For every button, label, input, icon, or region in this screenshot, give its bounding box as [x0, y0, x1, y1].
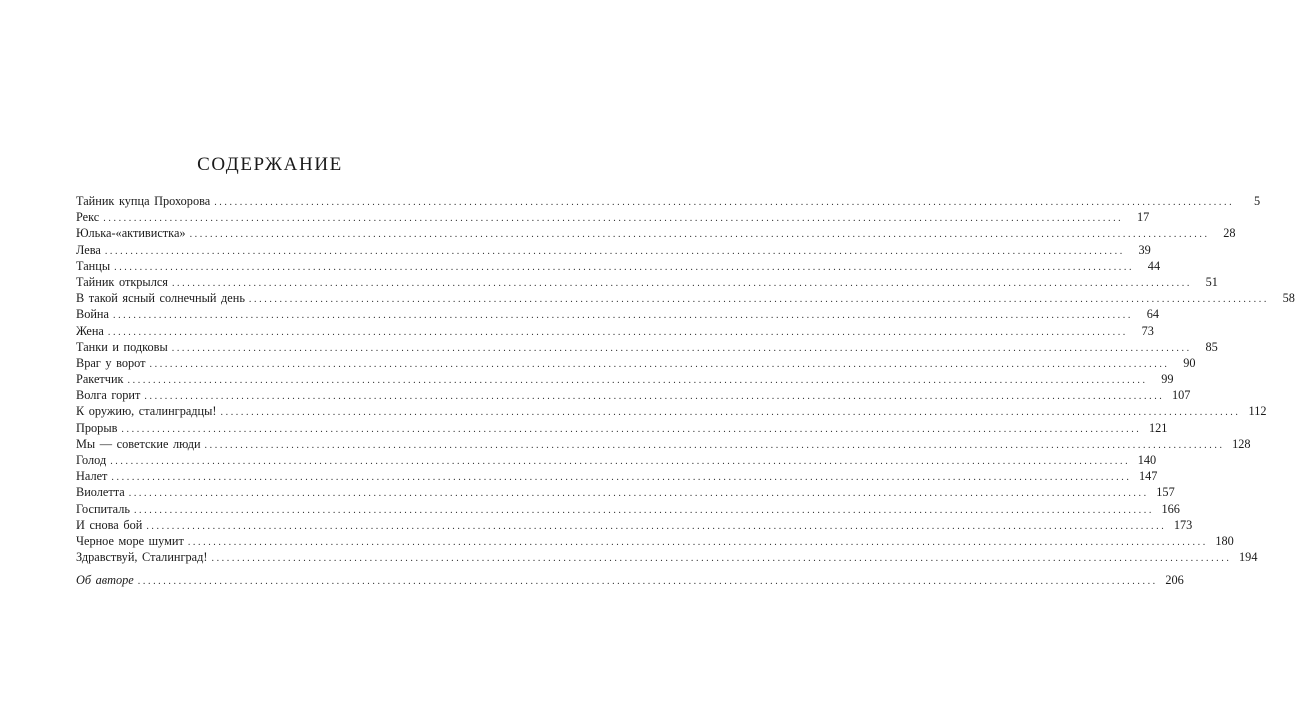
toc-entry-page: 99	[1161, 372, 1174, 387]
toc-entry-page: 73	[1141, 323, 1154, 338]
toc-entry-title: Жена	[76, 323, 104, 338]
toc-entry	[76, 225, 1236, 241]
toc-entry-page: 107	[1171, 388, 1191, 403]
page-title: СОДЕРЖАНИЕ	[197, 154, 343, 175]
dot-leader: ........................................................................................................................................................................................................	[137, 576, 1158, 588]
toc-entry	[76, 517, 1193, 533]
toc-entry-page: 51	[1205, 274, 1218, 289]
toc-entry	[76, 371, 1174, 387]
toc-entry-about-author	[76, 572, 1184, 588]
dot-leader: ........................................................................................................................................................................................................	[149, 358, 1170, 370]
dot-leader: ........................................................................................................................................................................................................	[121, 423, 1142, 435]
toc-entry-page: 85	[1205, 339, 1218, 354]
dot-leader: ........................................................................................................................................................................................................	[211, 553, 1232, 565]
toc-entry	[76, 355, 1196, 371]
toc-entry	[76, 258, 1161, 274]
dot-leader: ........................................................................................................................................................................................................	[114, 261, 1135, 273]
toc-entry-title: Враг у ворот	[76, 355, 146, 370]
toc-entry-title: Лева	[76, 242, 101, 257]
toc-entry	[76, 290, 1295, 306]
toc-entry-title: В такой ясный солнечный день	[76, 291, 245, 306]
toc-entry-title: Волга горит	[76, 388, 141, 403]
toc-entry-page: 206	[1165, 573, 1184, 588]
toc-entry-title: Виолетта	[76, 485, 125, 500]
dot-leader: ........................................................................................................................................................................................................	[107, 326, 1128, 338]
toc-entry-page: 90	[1183, 355, 1196, 370]
toc-entry-title: Прорыв	[76, 420, 118, 435]
dot-leader: ........................................................................................................................................................................................................	[204, 439, 1225, 451]
toc-entry-title: Госпиталь	[76, 501, 130, 516]
dot-leader: ........................................................................................................................................................................................................	[133, 504, 1154, 516]
toc-entry-page: 64	[1146, 307, 1159, 322]
toc-entry	[76, 501, 1180, 517]
dot-leader: ........................................................................................................................................................................................................	[144, 391, 1165, 403]
toc-entry-page: 17	[1136, 210, 1150, 225]
dot-leader: ........................................................................................................................................................................................................	[171, 342, 1192, 354]
toc-entry-title: Здравствуй, Сталинград!	[76, 550, 208, 565]
toc-entry	[76, 533, 1234, 549]
toc-entry	[76, 436, 1251, 452]
toc-entry-title: Тайник открылся	[76, 274, 168, 289]
toc-entry-title: Юлька-«активистка»	[76, 226, 186, 241]
dot-leader: ........................................................................................................................................................................................................	[214, 197, 1235, 208]
toc-entry-page: 194	[1239, 550, 1258, 565]
dot-leader: ........................................................................................................................................................................................................	[220, 407, 1241, 419]
toc-entry	[76, 193, 1261, 209]
toc-entry	[76, 484, 1175, 500]
toc-entry-page: 166	[1161, 501, 1180, 516]
toc-entry-page: 157	[1156, 485, 1175, 500]
toc-entry-title: Голод	[76, 453, 107, 467]
toc-entry-page: 28	[1223, 226, 1236, 241]
dot-leader: ........................................................................................................................................................................................................	[111, 472, 1132, 484]
toc-entry-page: 44	[1147, 258, 1161, 273]
toc-entry-title: Война	[76, 307, 109, 322]
toc-entry-title: Рекс	[76, 210, 100, 225]
toc-entry-title: И снова бой	[76, 517, 143, 532]
toc-entry	[76, 420, 1168, 436]
toc-entry	[76, 549, 1258, 565]
toc-entry	[76, 209, 1150, 225]
toc-entry-title: Мы — советские люди	[76, 436, 201, 451]
toc-entry-page: 121	[1148, 420, 1168, 435]
toc-entry-page: 5	[1254, 194, 1261, 208]
toc-entry-page: 173	[1173, 517, 1193, 532]
dot-leader: ........................................................................................................................................................................................................	[127, 375, 1148, 387]
dot-leader: ........................................................................................................................................................................................................	[110, 456, 1131, 467]
toc-entry-title: Тайник купца Прохорова	[76, 194, 211, 208]
toc-entry-page: 58	[1282, 291, 1295, 306]
toc-entry-page: 147	[1138, 469, 1158, 484]
toc-entry-page: 112	[1248, 404, 1267, 419]
toc-entry	[76, 339, 1218, 355]
toc-entry-title: Об авторе	[76, 573, 134, 588]
toc-entry	[76, 323, 1154, 339]
toc-entry-page: 180	[1215, 533, 1234, 548]
dot-leader: ........................................................................................................................................................................................................	[171, 277, 1192, 289]
toc-entry	[76, 468, 1158, 484]
toc-entry	[76, 452, 1157, 468]
toc-entry	[76, 387, 1191, 403]
toc-entry	[76, 274, 1218, 290]
dot-leader: ........................................................................................................................................................................................................	[248, 294, 1269, 306]
toc-entry	[76, 242, 1151, 258]
dot-leader: ........................................................................................................................................................................................................	[103, 213, 1124, 225]
toc-entry	[76, 403, 1267, 419]
toc-entry-title: Танки и подковы	[76, 339, 168, 354]
toc-entry-page: 39	[1138, 242, 1151, 257]
dot-leader: ........................................................................................................................................................................................................	[128, 488, 1149, 500]
dot-leader: ........................................................................................................................................................................................................	[189, 229, 1210, 241]
table-of-contents	[76, 193, 1295, 589]
dot-leader: ........................................................................................................................................................................................................	[112, 310, 1133, 322]
toc-entry-title: Налет	[76, 469, 108, 484]
toc-entry-title: Танцы	[76, 258, 111, 273]
dot-leader: ........................................................................................................................................................................................................	[187, 536, 1208, 548]
dot-leader: ........................................................................................................................................................................................................	[146, 520, 1167, 532]
toc-entry-title: Черное море шумит	[76, 533, 184, 548]
toc-entry-page: 140	[1137, 453, 1157, 467]
toc-entry	[76, 306, 1159, 322]
toc-entry-title: К оружию, сталинградцы!	[76, 404, 217, 419]
dot-leader: ........................................................................................................................................................................................................	[104, 245, 1125, 257]
toc-entry-page: 128	[1232, 436, 1251, 451]
toc-entry-title: Ракетчик	[76, 372, 124, 387]
